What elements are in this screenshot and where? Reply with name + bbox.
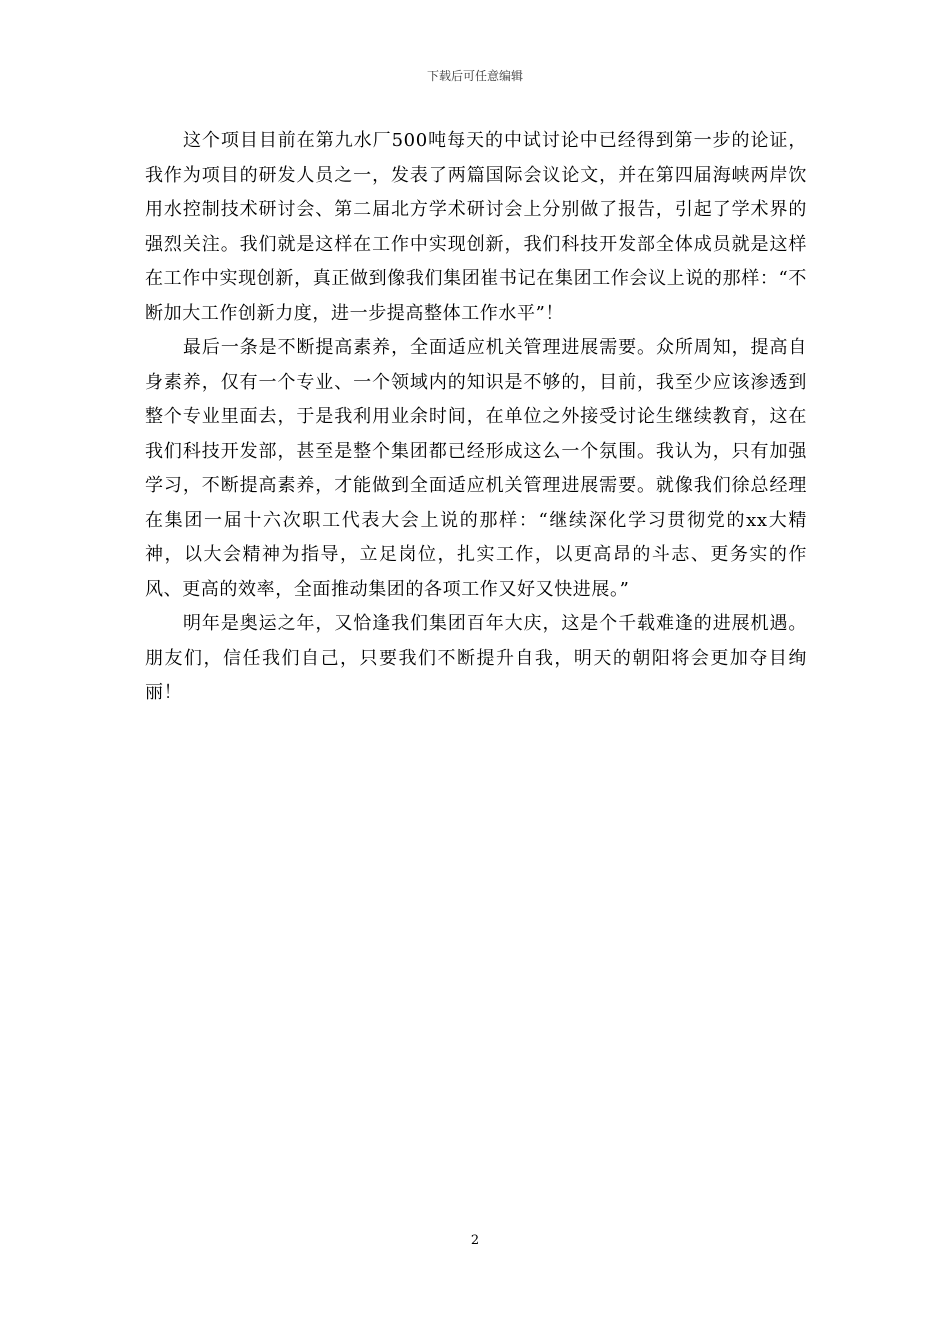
paragraph: 这个项目目前在第九水厂500吨每天的中试讨论中已经得到第一步的论证，我作为项目的研发人员之一，发表了两篇国际会议论文，并在第四届海峡两岸饮用水控制技术研讨会、第二届北方学术研讨会上分别做了报告，引起了学术界的强烈关注。我们就是这样在工作中实现创新，我们科技开发部全体成员就是这样在工作中实现创新，真正做到像我们集团崔书记在集团工作会议上说的那样：“不断加大工作创新力度，进一步提高整体工作水平”！: [145, 130, 807, 324]
paragraph: 明年是奥运之年，又恰逢我们集团百年大庆，这是个千载难逢的进展机遇。朋友们，信任我们自己，只要我们不断提升自我，明天的朝阳将会更加夺目绚丽！: [145, 613, 807, 703]
document-body: [145, 124, 807, 711]
paragraph: 最后一条是不断提高素养，全面适应机关管理进展需要。众所周知，提高自身素养，仅有一个专业、一个领域内的知识是不够的，目前，我至少应该渗透到整个专业里面去，于是我利用业余时间，在单位之外接受讨论生继续教育，这在我们科技开发部，甚至是整个集团都已经形成这么一个氛围。我认为，只有加强学习，不断提高素养，才能做到全面适应机关管理进展需要。就像我们徐总经理在集团一届十六次职工代表大会上说的那样：“继续深化学习贯彻党的xx大精神，以大会精神为指导，立足岗位，扎实工作，以更高昂的斗志、更务实的作风、更高的效率，全面推动集团的各项工作又好又快进展。”: [145, 337, 807, 600]
page-number: 2: [470, 1233, 480, 1248]
page-header: 下载后可任意编辑: [426, 69, 523, 83]
